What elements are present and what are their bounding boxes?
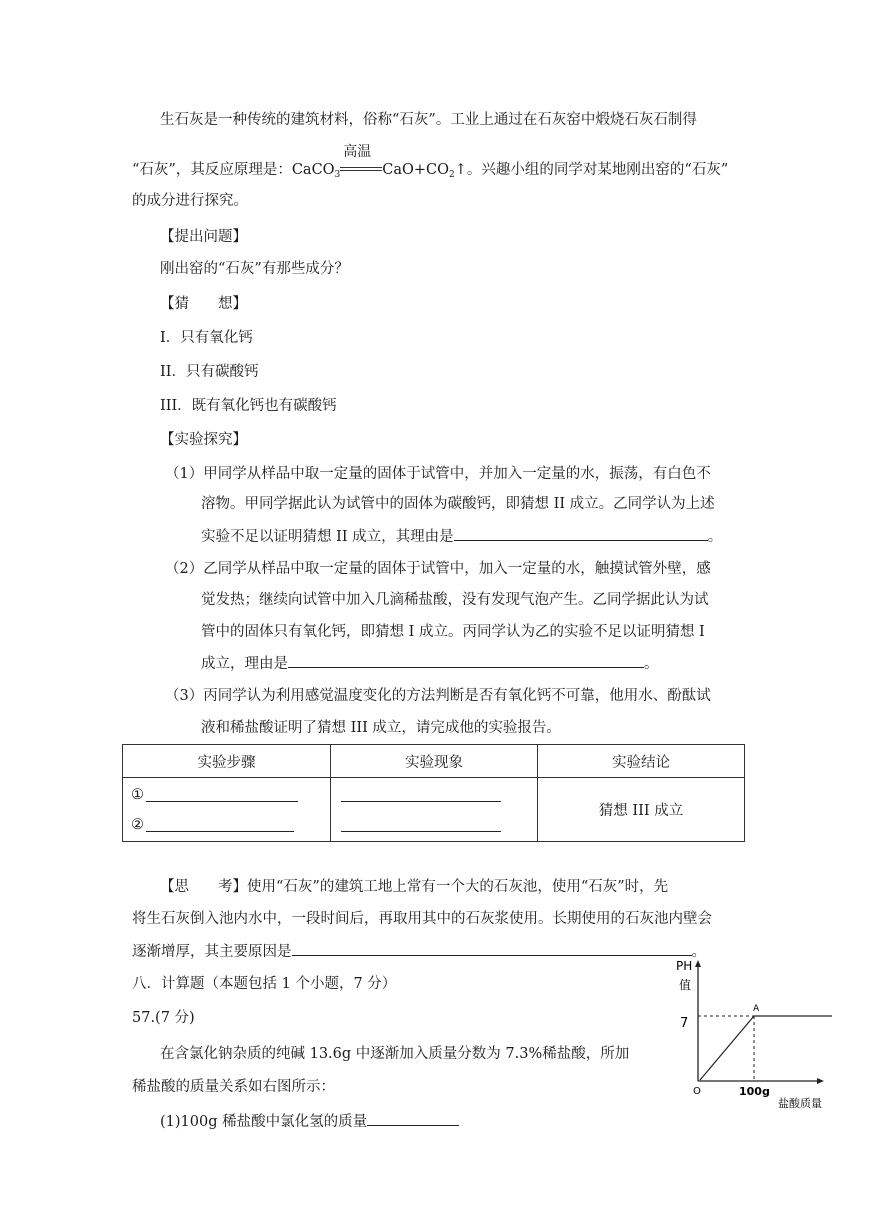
reaction-text-c: ↑。兴趣小组的同学对某地刚出窑的“石灰” [454,162,729,178]
reaction-condition-label: 高温 [343,144,372,160]
answer-blank-reason-1[interactable] [454,526,708,541]
x-axis-arrow-icon [817,1078,824,1084]
ph-chart [660,950,840,1120]
y-axis-arrow-icon [695,960,701,967]
table-cell-conclusion: 猜想 III 成立 [538,778,745,842]
y-axis-label-ph: PH [676,959,693,973]
answer-blank-step-2[interactable] [146,817,294,832]
exp2-line-4 [201,653,659,674]
experiment-heading: 【实验探究】 [160,432,247,448]
question-text: 刚出窑的“石灰”有那些成分？ [160,261,349,277]
exp2-end: 。 [644,656,659,672]
reaction-condition [340,144,382,180]
exp3-line-2: 液和稀盐酸证明了猜想 III 成立，请完成他的实验报告。 [201,720,561,736]
origin-label: O [693,1086,701,1097]
calc-prompt: (1)100g 稀盐酸中氯化氢的质量 [160,1114,368,1130]
answer-blank-phenomenon-1[interactable] [341,787,501,802]
calc-question-number: 57.(7 分) [132,1010,195,1026]
exp1-line-2: 溶物。甲同学据此认为试管中的固体为碳酸钙，即猜想 II 成立。乙同学认为上述 [201,496,715,512]
reaction-text-a: “石灰”，其反应原理是：CaCO [132,162,335,178]
exp2-line-2: 觉发热；继续向试管中加入几滴稀盐酸，没有发现气泡产生。乙同学据此认为试 [201,592,709,608]
reflection-line-2: 将生石灰倒入池内水中，一段时间后，再取用其中的石灰浆使用。长期使用的石灰池内壁会 [132,911,712,927]
answer-blank-reflection[interactable] [292,941,692,956]
point-a-label: A [753,1004,760,1014]
table-cell-phenomena [331,778,538,842]
reflection-line-1: 【思 考】使用“石灰”的建筑工地上常有一个大的石灰池，使用“石灰”时，先 [160,879,669,895]
y-axis-label-value: 值 [679,978,692,992]
intro-line-1: 生石灰是一种传统的建筑材料，俗称“石灰”。工业上通过在石灰窑中煅烧石灰石制得 [160,112,697,128]
hypothesis-heading: 【猜 想】 [160,296,247,312]
calc-line-2: 稀盐酸的质量关系如右图所示： [132,1079,335,1095]
reflection-line-3 [132,941,706,962]
reflection-prompt: 逐渐增厚，其主要原因是 [132,944,292,960]
exp2-line-3: 管中的固体只有氧化钙，即猜想 I 成立。丙同学认为乙的实验不足以证明猜想 I [201,624,705,640]
experiment-report-table [122,744,745,842]
reaction-text-b: CaO+CO [382,162,450,178]
exp2-line-1: （2）乙同学从样品中取一定量的固体于试管中，加入一定量的水，触摸试管外壁，感 [165,561,711,577]
exp3-line-1: （3）丙同学认为利用感觉温度变化的方法判断是否有氧化钙不可靠，他用水、酚酞试 [165,688,711,704]
exp1-prompt: 实验不足以证明猜想 II 成立，其理由是 [201,529,454,545]
step-mark-2: ② [131,816,144,833]
exp2-prompt: 成立，理由是 [201,656,288,672]
answer-blank-hcl-mass[interactable] [367,1111,459,1126]
question-heading: 【提出问题】 [160,229,247,245]
calc-line-1: 在含氯化钠杂质的纯碱 13.6g 中逐渐加入质量分数为 7.3%稀盐酸，所加 [160,1046,630,1062]
intro-line-3: 的成分进行探究。 [132,193,248,209]
reflection-end: 。 [691,944,706,960]
exp1-line-1: （1）甲同学从样品中取一定量的固体于试管中，并加入一定量的水，振荡，有白色不 [165,466,711,482]
ph-rising-line [700,1016,754,1080]
table-header-phenomena: 实验现象 [331,745,538,778]
hypothesis-item-2: II．只有碳酸钙 [160,364,259,380]
exp1-end: 。 [707,529,723,545]
answer-blank-phenomenon-2[interactable] [341,817,501,832]
calc-section-title: 八．计算题（本题包括 1 个小题，7 分） [132,976,397,992]
calc-line-3 [160,1111,459,1132]
co2-subscript: 2 [449,170,455,180]
hypothesis-item-3: III．既有氧化钙也有碳酸钙 [160,398,337,414]
table-header-conclusion: 实验结论 [538,745,745,778]
x-tick-label: 100g [739,1085,770,1098]
exp1-line-3 [201,526,722,547]
table-cell-steps [123,778,331,842]
answer-blank-step-1[interactable] [146,787,298,802]
table-header-steps: 实验步骤 [123,745,331,778]
intro-line-2 [132,144,729,185]
step-mark-1: ① [131,786,144,803]
hypothesis-item-1: I．只有氧化钙 [160,330,253,346]
answer-blank-reason-2[interactable] [288,653,644,668]
caco3-subscript: 3 [334,170,341,180]
y-tick-label: 7 [680,1016,689,1031]
x-axis-label: 盐酸质量 [778,1097,822,1110]
